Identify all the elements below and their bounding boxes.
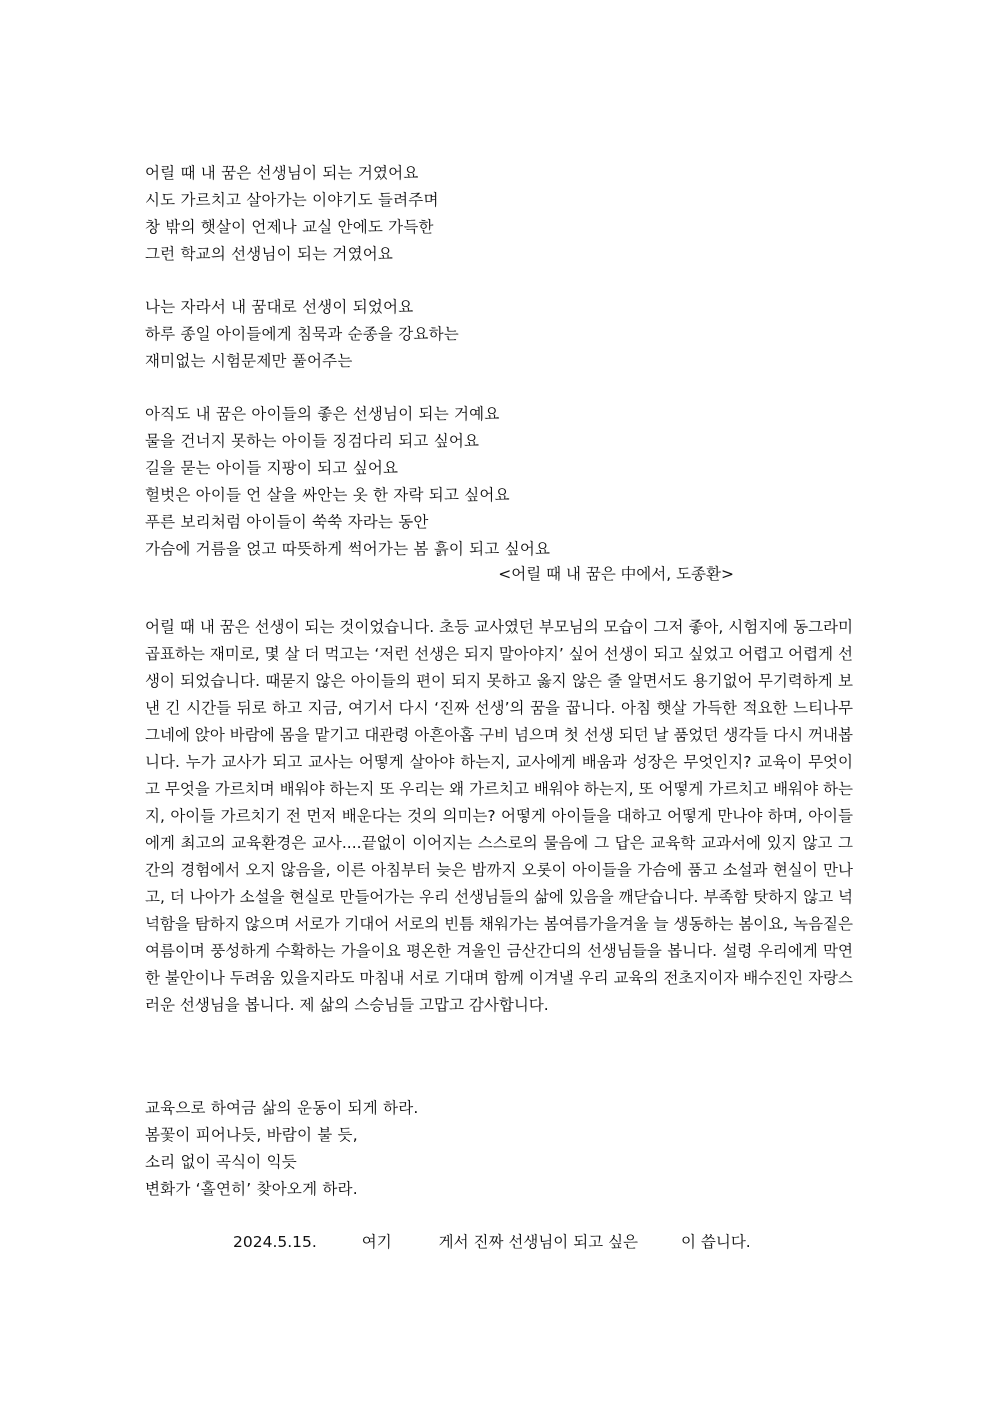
poem-line: 하루 종일 아이들에게 침묵과 순종을 강요하는: [145, 325, 459, 343]
closing-verse: [145, 1095, 865, 1203]
poem-stanza-1: [145, 160, 865, 268]
poem-line: 아직도 내 꿈은 아이들의 좋은 선생님이 되는 거예요: [145, 405, 500, 423]
signature-end: 이 씁니다.: [680, 1233, 751, 1251]
signature-date: 2024.5.15.: [233, 1233, 317, 1251]
poem-line: 물을 건너지 못하는 아이들 징검다리 되고 싶어요: [145, 432, 480, 450]
poem-line: 그런 학교의 선생님이 되는 거였어요: [145, 245, 394, 263]
poem-line: 창 밖의 햇살이 언제나 교실 안에도 가득한: [145, 218, 434, 236]
closing-line: 변화가 ‘홀연히’ 찾아오게 하라.: [145, 1180, 358, 1198]
poem-line: 길을 묻는 아이들 지팡이 되고 싶어요: [145, 459, 399, 477]
closing-line: 소리 없이 곡식이 익듯: [145, 1153, 297, 1171]
poem-line: 재미없는 시험문제만 풀어주는: [145, 352, 353, 370]
signature-line: [145, 1229, 853, 1256]
signature-text: 게서 진짜 선생님이 되고 싶은: [438, 1233, 639, 1251]
poem-stanza-3: [145, 401, 865, 563]
poem-stanza-2: [145, 294, 865, 375]
poem-line: 어릴 때 내 꿈은 선생님이 되는 거였어요: [145, 164, 419, 182]
poem-line: 가슴에 거름을 얹고 따뜻하게 썩어가는 봄 흙이 되고 싶어요: [145, 540, 551, 558]
closing-line: 봄꽃이 피어나듯, 바람이 불 듯,: [145, 1126, 358, 1144]
poem-citation: <어릴 때 내 꿈은 中에서, 도종환>: [498, 565, 734, 583]
signature-place: 여기: [361, 1233, 392, 1251]
poem-line: 푸른 보리처럼 아이들이 쑥쑥 자라는 동안: [145, 513, 429, 531]
closing-line: 교육으로 하여금 삶의 운동이 되게 하라.: [145, 1099, 419, 1117]
essay-paragraph: 어릴 때 내 꿈은 선생이 되는 것이었습니다. 초등 교사였던 부모님의 모습이 그저 좋아, 시험지에 동그라미 곱표하는 재미로, 몇 살 더 먹고는 ‘저런 선생은 되지 말아야지’ 싶어 선생이 되고 싶었고 어렵고 어렵게 선생이 되었습니다. 때묻지 않은 아이들의 편이 되지 못하고 옳지 않은 줄 알면서도 용기없어 무기력하게 보낸 긴 시간들 뒤로 하고 지금, 여기서 다시 ‘진짜 선생’의 꿈을 꿉니다. 아침 햇살 가득한 적요한 느티나무 그네에 앉아 바람에 몸을 맡기고 대관령 아흔아홉 구비 넘으며 첫 선생 되던 날 품었던 생각들 다시 꺼내봅니다. 누가 교사가 되고 교사는 어떻게 살아야 하는지, 교사에게 배움과 성장은 무엇인지? 교육이 무엇이고 무엇을 가르치며 배워야 하는지 또 우리는 왜 가르치고 배워야 하는지, 또 어떻게 가르치고 배워야 하는지, 아이들 가르치기 전 먼저 배운다는 것의 의미는? 어떻게 아이들을 대하고 어떻게 만나야 하며, 아이들에게 최고의 교육환경은 교사....끝없이 이어지는 스스로의 물음에 그 답은 교육학 교과서에 있지 않고 그간의 경험에서 오지 않음을, 이른 아침부터 늦은 밤까지 오롯이 아이들을 가슴에 품고 소설과 현실이 만나고, 더 나아가 소설을 현실로 만들어가는 우리 선생님들의 삶에 있음을 깨닫습니다. 부족함 탓하지 않고 넉넉함을 탐하지 않으며 서로가 기대어 서로의 빈틈 채워가는 봄여름가을겨울 늘 생동하는 봄이요, 녹음짙은 여름이며 풍성하게 수확하는 가을이요 평온한 겨울인 금산간디의 선생님들을 봅니다. 설령 우리에게 막연한 불안이나 두려움 있을지라도 마침내 서로 기대며 함께 이겨낼 우리 교육의 전초지이자 배수진인 자랑스러운 선생님을 봅니다. 제 삶의 스승님들 고맙고 감사합니다.: [145, 618, 853, 1014]
poem-line: 시도 가르치고 살아가는 이야기도 들려주며: [145, 191, 439, 209]
poem-line: 나는 자라서 내 꿈대로 선생이 되었어요: [145, 298, 414, 316]
poem-line: 헐벗은 아이들 언 살을 싸안는 옷 한 자락 되고 싶어요: [145, 486, 510, 504]
